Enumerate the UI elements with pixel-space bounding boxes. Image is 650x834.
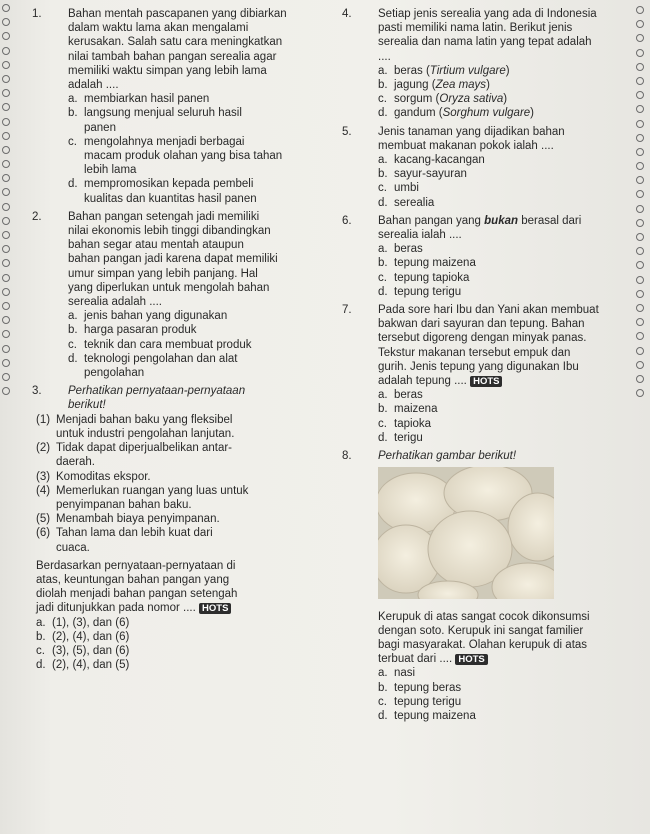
option-b[interactable]: b. tepung maizena [378,257,476,270]
option-c[interactable]: c. tepung terigu [378,695,462,708]
question-text: Perhatikan gambar berikut! [378,450,517,463]
question-4 [342,7,632,121]
question-text: bakwan dari sayuran dan tepung. Bahan [378,318,585,331]
option-d[interactable]: d. gandum (Sorghum vulgare) [378,107,535,120]
question-text: membuat makanan pokok ialah .... [378,139,554,152]
question-number: 3. [32,385,42,398]
question-text: Kerupuk di atas sangat cocok dikonsumsi [378,610,590,623]
question-text: terbuat dari .... HOTS [378,652,632,666]
question-text: Pada sore hari Ibu dan Yani akan membuat [378,304,599,317]
question-text: umur simpan yang lebih panjang. Hal [68,267,258,280]
option-a[interactable]: a. beras [378,243,423,256]
question-text: nilai ekonomis lebih tinggi dibandingkan [68,225,271,238]
option-d[interactable]: d. serealia [378,196,435,209]
question-number: 1. [32,8,42,20]
statement-item: (6) Tahan lama dan lebih kuat dari cuaca. [36,527,213,554]
question-text: yang diperlukan untuk mengolah bahan [68,281,270,294]
question-text: adalah tepung .... HOTS [378,374,632,388]
question-number: 5. [342,125,352,138]
option-c[interactable]: c. (3), (5), dan (6) [36,644,130,657]
option-d[interactable]: d. mempromosikan kepada pembeli kualitas dan kuantitas hasil panen [68,178,257,205]
option-d[interactable]: d. tepung maizena [378,709,476,722]
option-c[interactable]: c. umbi [378,182,419,195]
question-text: serealia adalah .... [68,296,162,309]
question-number: 2. [32,210,42,223]
option-c[interactable]: c. teknik dan cara membuat produk [68,338,252,351]
question-5 [342,125,632,210]
binder-rings-left [2,4,12,401]
option-c[interactable]: c. tepung tapioka [378,271,470,284]
hots-badge: HOTS [470,376,502,387]
question-number: 4. [342,8,352,20]
option-b[interactable]: b. tepung beras [378,681,462,694]
statement-item: (5) Menambah biaya penyimpanan. [36,513,220,526]
option-b[interactable]: b. harga pasaran produk [68,324,197,337]
question-text: Perhatikan pernyataan-pernyataan [68,385,246,398]
option-a[interactable]: a. membiarkan hasil panen [68,93,210,106]
question-text: bagi masyarakat. Olahan kerupuk di atas [378,638,588,651]
question-text: Bahan pangan setengah jadi memiliki [68,210,260,223]
question-text: .... [378,50,391,63]
question-text: berikut! [68,399,106,412]
left-column [32,7,324,672]
question-1 [32,7,324,206]
question-text: dengan soto. Kerupuk ini sangat familier [378,624,584,637]
question-text: Bahan mentah pascapanen yang dibiarkan [68,8,287,20]
question-text: tersebut digoreng dengan minyak panas. [378,332,587,345]
option-b[interactable]: b. maizena [378,403,438,416]
option-b[interactable]: b. langsung menjual seluruh hasil panen [68,107,242,134]
option-a[interactable]: a. kacang-kacangan [378,154,485,167]
option-a[interactable]: a. jenis bahan yang digunakan [68,310,228,323]
option-d[interactable]: d. terigu [378,431,423,444]
option-c[interactable]: c. sorgum (Oryza sativa) [378,93,508,106]
option-b[interactable]: b. jagung (Zea mays) [378,79,490,92]
question-text: memiliki waktu simpan yang lebih lama [68,64,267,77]
option-d[interactable]: d. (2), (4), dan (5) [36,659,130,672]
option-b[interactable]: b. (2), (4), dan (6) [36,630,130,643]
statement-item: (1) Menjadi bahan baku yang fleksibel untuk industri pengolahan lanjutan. [36,413,235,440]
binder-rings-right [636,6,646,403]
question-text: Jenis tanaman yang dijadikan bahan [378,125,565,138]
question-2 [32,210,324,380]
option-c[interactable]: c. tapioka [378,417,432,430]
question-7 [342,303,632,445]
option-a[interactable]: a. beras [378,389,423,402]
question-text: gurih. Jenis tepung yang digunakan Ibu [378,360,579,373]
option-a[interactable]: a. (1), (3), dan (6) [36,616,130,629]
statement-item: (2) Tidak dapat diperjualbelikan antar- daerah. [36,442,233,469]
option-c[interactable]: c. mengolahnya menjadi berbagai macam produk olahan yang bisa tahan lebih lama [68,135,283,177]
question-number: 7. [342,304,352,317]
question-3 [32,384,324,412]
question-text: adalah .... [68,79,119,92]
question-text: Bahan pangan yang bukan berasal dari [378,214,582,227]
right-column [342,7,632,723]
question-text: serealia dan nama latin yang tepat adalah [378,36,592,49]
question-number: 6. [342,214,352,227]
question-6 [342,214,632,299]
statement-list [32,413,324,555]
question-text: bahan segar atau mentah ataupun [68,239,244,252]
hots-badge: HOTS [199,603,231,614]
question-text: kerusakan. Salah satu cara meningkatkan [68,36,283,49]
statement-item: (4) Memerlukan ruangan yang luas untuk penyimpanan bahan baku. [36,484,249,511]
question-text: pasti memiliki nama latin. Berikut jenis [378,22,573,35]
question-number: 8. [342,450,352,463]
question-text: dalam waktu lama akan mengalami [68,22,249,35]
question-8 [342,449,632,723]
hots-badge: HOTS [455,654,487,665]
statement-item: (3) Komoditas ekspor. [36,470,151,483]
option-d[interactable]: d. tepung terigu [378,285,462,298]
kerupuk-photo [378,467,554,599]
option-a[interactable]: a. nasi [378,667,416,680]
option-d[interactable]: d. teknologi pengolahan dan alat pengolahan [68,352,238,380]
question-3-tail: Berdasarkan pernyataan-pernyataan di atas, keuntungan bahan pangan yang diolah menjadi bahan pangan setengah jadi ditunjukkan pada nomor .... HOTS a. (1), (3), dan (6) b. (2), (4), dan (6) c. (3), (5), dan (6) d. (2), (4), dan (5) [32,559,324,673]
question-text: serealia ialah .... [378,229,462,242]
question-text: Tekstur makanan tersebut empuk dan [378,346,571,359]
question-text: nilai tambah bahan pangan serealia agar [68,50,277,63]
option-a[interactable]: a. beras (Tirtium vulgare) [378,64,510,77]
question-text: bahan pangan jadi karena dapat memiliki [68,253,278,266]
question-text: Setiap jenis serealia yang ada di Indonesia [378,8,597,20]
option-b[interactable]: b. sayur-sayuran [378,168,467,181]
